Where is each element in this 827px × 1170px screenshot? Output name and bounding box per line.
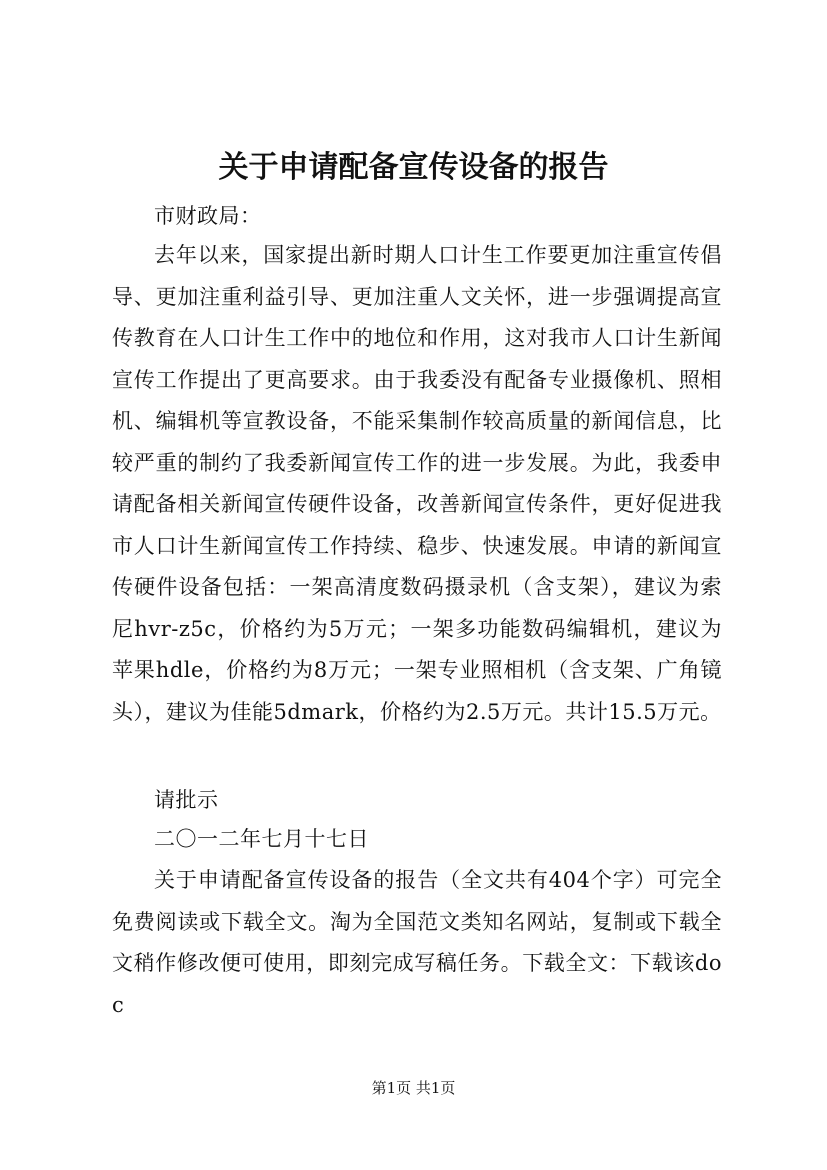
closing-paragraph: 关于申请配备宣传设备的报告（全文共有404个字）可完全免费阅读或下载全文。淘为全国范文类知名网站，复制或下载全文稍作修改便可使用，即刻完成写稿任务。下载全文：下载该doc [112,868,722,1017]
document-title: 关于申请配备宣传设备的报告 [218,150,609,185]
page-footer: 第1页 共1页 [371,1079,456,1097]
date-line: 二〇一二年七月十七日 [154,827,369,851]
salutation: 市财政局： [154,204,262,228]
request-line: 请批示 [154,788,219,812]
main-paragraph: 去年以来，国家提出新时期人口计生工作要更加注重宣传倡导、更加注重利益引导、更加注重人文关怀，进一步强调提高宣传教育在人口计生工作中的地位和作用，这对我市人口计生新闻宣传工作提出了更高要求。由于我委没有配备专业摄像机、照相机、编辑机等宣教设备，不能采集制作较高质量的新闻信息，比较严重的制约了我委新闻宣传工作的进一步发展。为此，我委申请配备相关新闻宣传硬件设备，改善新闻宣传条件，更好促进我市人口计生新闻宣传工作持续、稳步、快速发展。申请的新闻宣传硬件设备包括：一架高清度数码摄录机（含支架），建议为索尼hvr-z5c，价格约为5万元；一架多功能数码编辑机，建议为苹果hdle，价格约为8万元；一架专业照相机（含支架、广角镜头），建议为佳能5dmark，价格约为2.5万元。共计15.5万元。 [112,243,722,724]
